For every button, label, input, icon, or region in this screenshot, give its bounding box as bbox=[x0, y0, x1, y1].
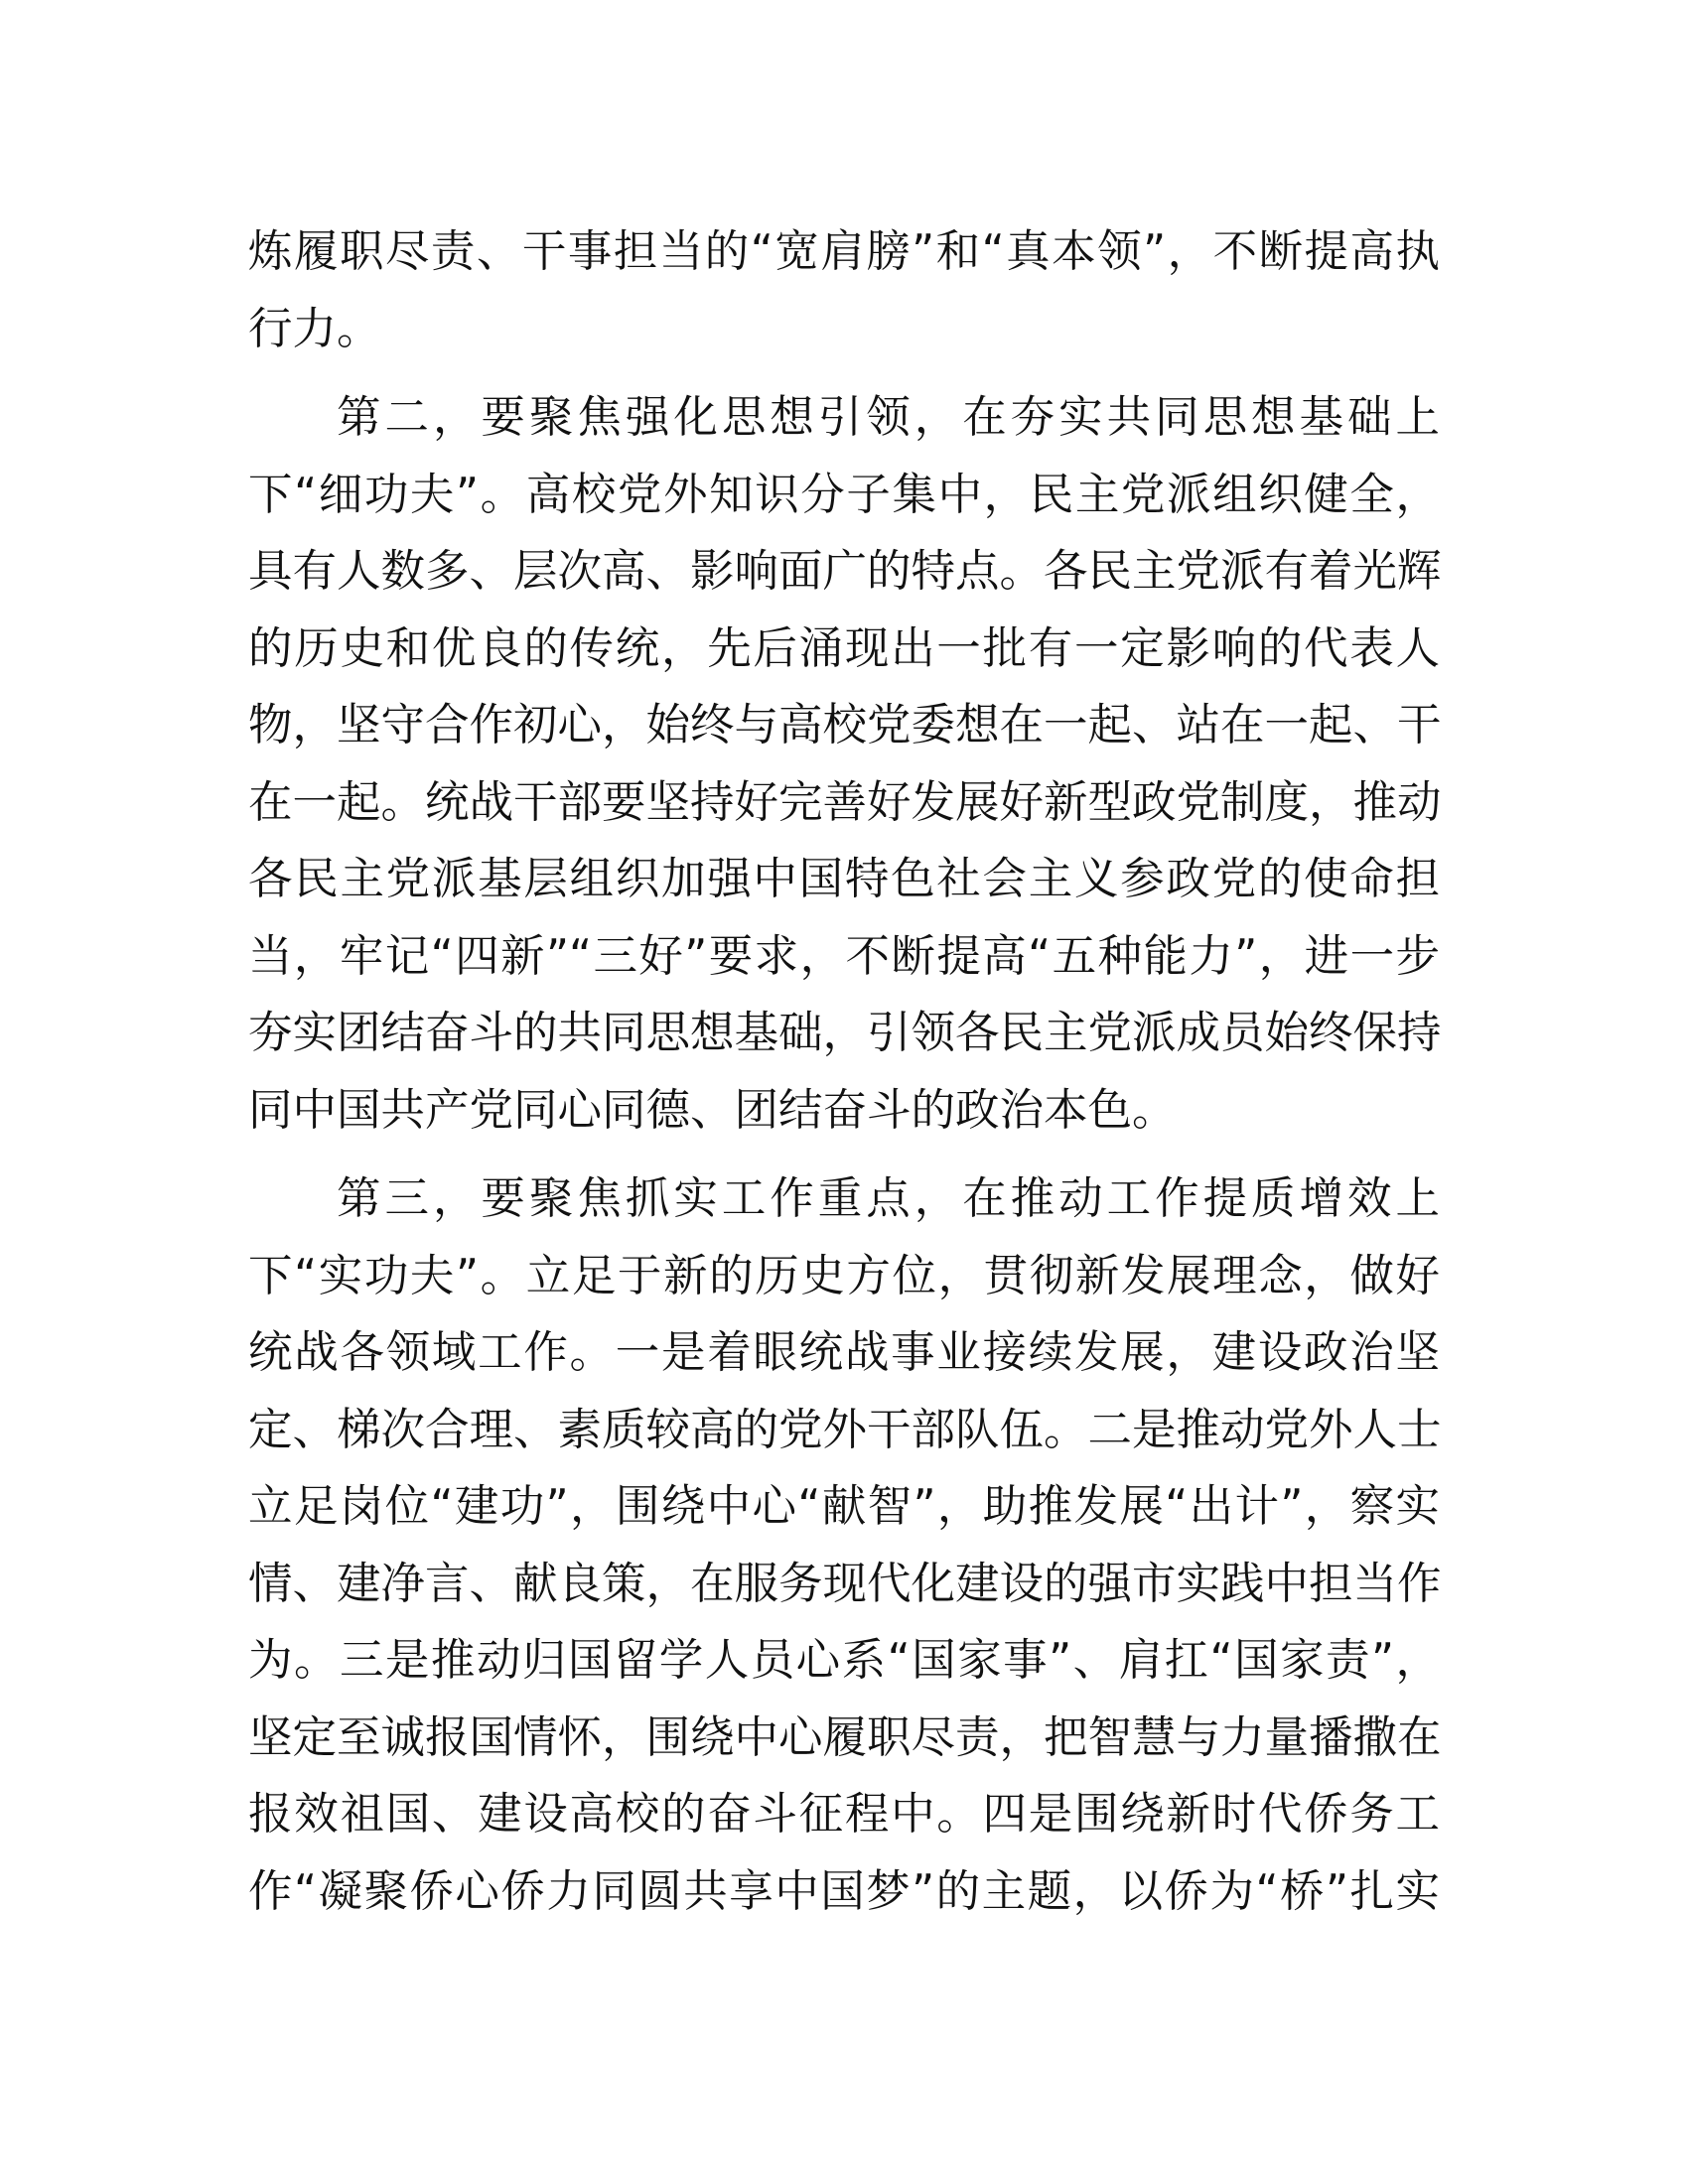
paragraph-line: 物，坚守合作初心，始终与高校党委想在一起、站在一起、干 bbox=[248, 700, 1442, 751]
paragraph-line: 下“细功夫”。高校党外知识分子集中，民主党派组织健全， bbox=[248, 469, 1440, 520]
paragraph-line: 在一起。统战干部要坚持好完善好发展好新型政党制度，推动 bbox=[248, 776, 1442, 828]
paragraph-line: 情、建净言、献良策，在服务现代化建设的强市实践中担当作 bbox=[248, 1558, 1442, 1609]
paragraph-line: 作“凝聚侨心侨力同圆共享中国梦”的主题，以侨为“桥”扎实 bbox=[248, 1865, 1440, 1917]
paragraph-line: 炼履职尽责、干事担当的“宽肩膀”和“真本领”，不断提高执 bbox=[248, 226, 1440, 277]
paragraph-1 bbox=[248, 213, 1440, 367]
paragraph-line: 统战各领域工作。一是着眼统战事业接续发展，建设政治坚 bbox=[248, 1327, 1440, 1378]
paragraph-line: 行力。 bbox=[248, 303, 381, 354]
paragraph-line: 具有人数多、层次高、影响面广的特点。各民主党派有着光辉 bbox=[248, 546, 1442, 597]
document-body bbox=[248, 213, 1440, 1930]
paragraph-line: 报效祖国、建设高校的奋斗征程中。四是围绕新时代侨务工 bbox=[248, 1789, 1440, 1840]
paragraph-line: 第二，要聚焦强化思想引领，在夯实共同思想基础上 bbox=[337, 392, 1440, 443]
paragraph-line: 坚定至诚报国情怀，围绕中心履职尽责，把智慧与力量播撒在 bbox=[248, 1711, 1442, 1763]
paragraph-line: 夯实团结奋斗的共同思想基础，引领各民主党派成员始终保持 bbox=[248, 1008, 1442, 1058]
paragraph-line: 为。三是推动归国留学人员心系“国家事”、肩扛“国家责”， bbox=[248, 1635, 1440, 1686]
paragraph-2 bbox=[248, 379, 1440, 1149]
paragraph-line: 当，牢记“四新”“三好”要求，不断提高“五种能力”，进一步 bbox=[248, 930, 1440, 982]
paragraph-line: 立足岗位“建功”，围绕中心“献智”，助推发展“出计”，察实 bbox=[248, 1481, 1440, 1532]
paragraph-3 bbox=[248, 1160, 1440, 1930]
paragraph-line: 下“实功夫”。立足于新的历史方位，贯彻新发展理念，做好 bbox=[248, 1250, 1440, 1301]
paragraph-line: 定、梯次合理、素质较高的党外干部队伍。二是推动党外人士 bbox=[248, 1404, 1442, 1455]
paragraph-line: 同中国共产党同心同德、团结奋斗的政治本色。 bbox=[248, 1084, 1177, 1136]
paragraph-line: 第三，要聚焦抓实工作重点，在推动工作提质增效上 bbox=[337, 1173, 1440, 1224]
paragraph-line: 各民主党派基层组织加强中国特色社会主义参政党的使命担 bbox=[248, 854, 1440, 904]
paragraph-line: 的历史和优良的传统，先后涌现出一批有一定影响的代表人 bbox=[248, 622, 1440, 674]
